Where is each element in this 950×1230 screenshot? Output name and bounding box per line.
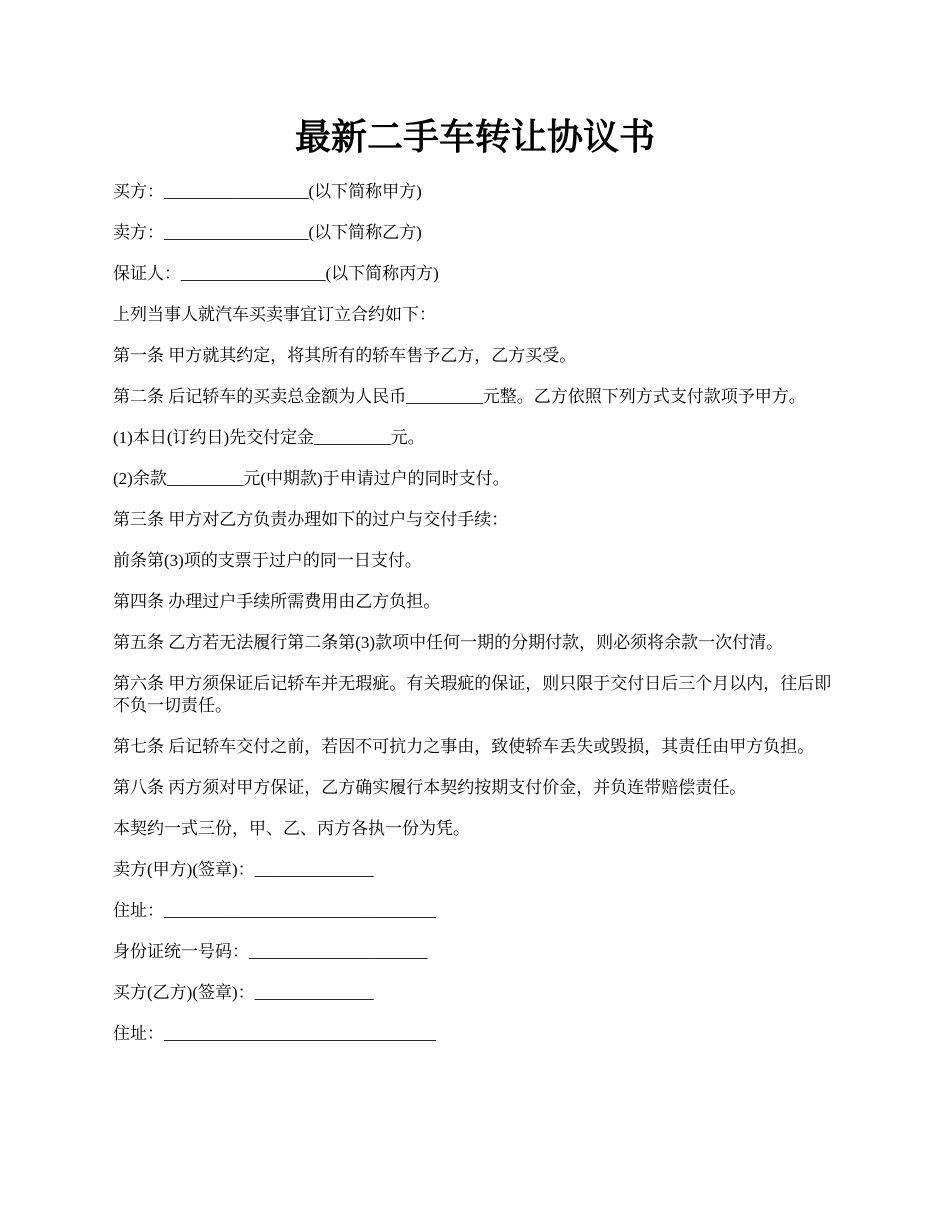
buyer-address-line: 住址：________________________________ bbox=[113, 1024, 436, 1043]
buyer-line: 买方：_________________(以下简称甲方) bbox=[113, 182, 422, 201]
article-3-detail: 前条第(3)项的支票于过户的同一日支付。 bbox=[113, 551, 422, 570]
article-3: 第三条 甲方对乙方负责办理如下的过户与交付手续： bbox=[113, 510, 509, 529]
document-title: 最新二手车转让协议书 bbox=[294, 117, 655, 157]
document-body bbox=[113, 181, 845, 1064]
id-number-line: 身份证统一号码：_____________________ bbox=[113, 942, 428, 961]
article-4: 第四条 办理过户手续所需费用由乙方负担。 bbox=[113, 592, 441, 611]
preamble: 上列当事人就汽车买卖事宜订立合约如下： bbox=[113, 305, 436, 324]
article-6: 第六条 甲方须保证后记轿车并无瑕疵。有关瑕疵的保证，则只限于交付日后三个月以内，往后即不负一切责任。 bbox=[113, 674, 832, 715]
article-2-item-1: (1)本日(订约日)先交付定金_________元。 bbox=[113, 428, 425, 447]
seller-address-line: 住址：________________________________ bbox=[113, 901, 436, 920]
guarantor-line: 保证人：_________________(以下简称丙方) bbox=[113, 264, 439, 283]
article-5: 第五条 乙方若无法履行第二条第(3)款项中任何一期的分期付款，则必须将余款一次付清。 bbox=[113, 633, 784, 652]
seller-signature-line: 卖方(甲方)(签章)：______________ bbox=[113, 860, 374, 879]
seller-line: 卖方：_________________(以下简称乙方) bbox=[113, 223, 422, 242]
article-1: 第一条 甲方就其约定，将其所有的轿车售予乙方，乙方买受。 bbox=[113, 346, 577, 365]
article-2: 第二条 后记轿车的买卖总金额为人民币_________元整。乙方依照下列方式支付款项予甲方。 bbox=[113, 387, 806, 406]
article-8: 第八条 丙方须对甲方保证，乙方确实履行本契约按期支付价金，并负连带赔偿责任。 bbox=[113, 778, 747, 797]
buyer-signature-line: 买方(乙方)(签章)：______________ bbox=[113, 983, 374, 1002]
article-2-item-2: (2)余款_________元(中期款)于申请过户的同时支付。 bbox=[113, 469, 510, 488]
article-7: 第七条 后记轿车交付之前，若因不可抗力之事由，致使轿车丢失或毁损，其责任由甲方负担。 bbox=[113, 737, 815, 756]
copies-clause: 本契约一式三份，甲、乙、丙方各执一份为凭。 bbox=[113, 819, 470, 838]
